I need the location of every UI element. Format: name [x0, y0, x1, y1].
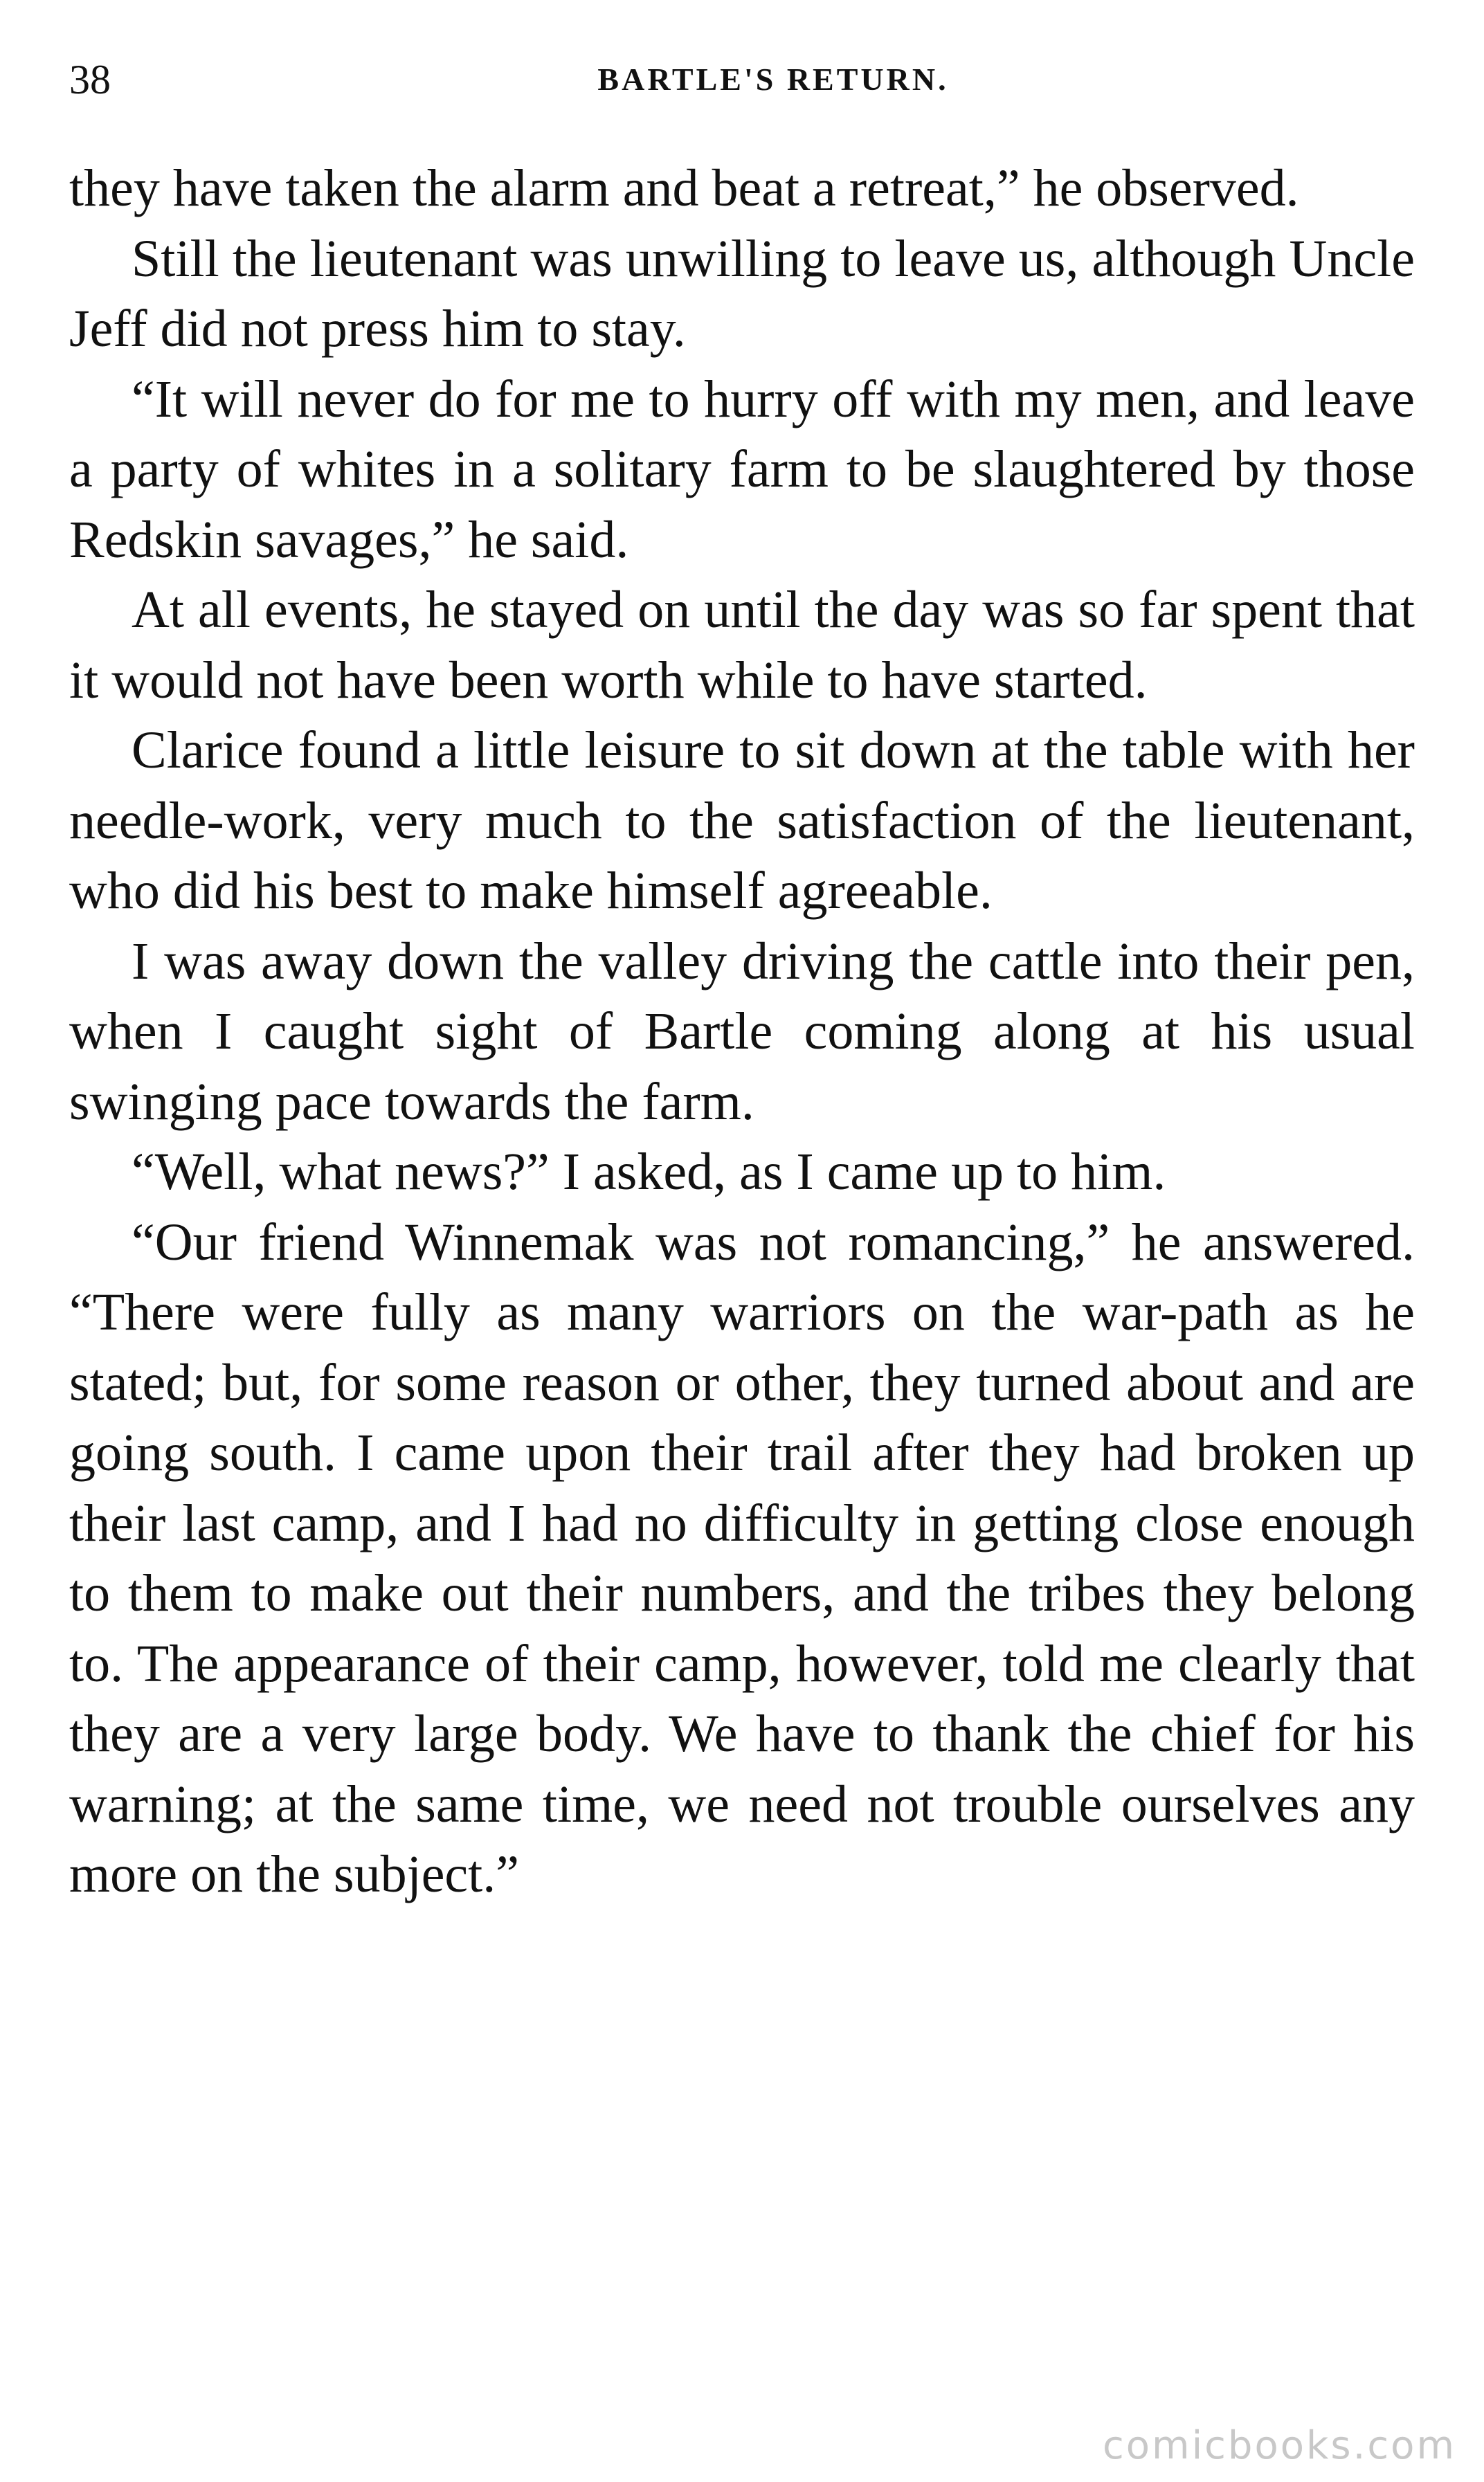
paragraph: “Our friend Winnemak was not romancing,” he answered. “There were fully as many warriors on the war-path as he stated; but, for some reason or other, they turned about and are going south. I came upon their trail after they had broken up their last camp, and I had no difficulty in getting close enough to them to make out their numbers, and the tribes they belong to. The appearance of their camp, however, told me clearly that they are a very large body. We have to thank the chief for his warning; at the same time, we need not trouble ourselves any more on the subject.” [69, 1213, 1415, 1903]
page-number: 38 [69, 57, 111, 102]
watermark: comicbooks.com [1102, 2423, 1456, 2468]
paragraph: Clarice found a little leisure to sit down at the table with her needle-work, very much to the satisfaction of the lieutenant, who did his best to make himself agreeable. [69, 721, 1415, 920]
paragraph: Still the lieutenant was unwilling to leave us, although Uncle Jeff did not press him to stay. [69, 229, 1415, 358]
running-title: BARTLE'S RETURN. [597, 62, 949, 97]
paragraph: “Well, what news?” I asked, as I came up to him. [132, 1143, 1166, 1201]
paragraph: I was away down the valley driving the cattle into their pen, when I caught sight of Bartle coming along at his usual swinging pace towards the farm. [69, 932, 1415, 1131]
page-header [69, 48, 1415, 111]
paragraph: “It will never do for me to hurry off with my men, and leave a party of whites in a solitary farm to be slaughtered by those Redskin savages,” he said. [69, 370, 1415, 569]
body-text [69, 154, 1415, 1910]
paragraph-continuation: they have taken the alarm and beat a retreat,” he observed. [69, 159, 1299, 217]
paragraph: At all events, he stayed on until the day was so far spent that it would not have been worth while to have started. [69, 581, 1415, 709]
